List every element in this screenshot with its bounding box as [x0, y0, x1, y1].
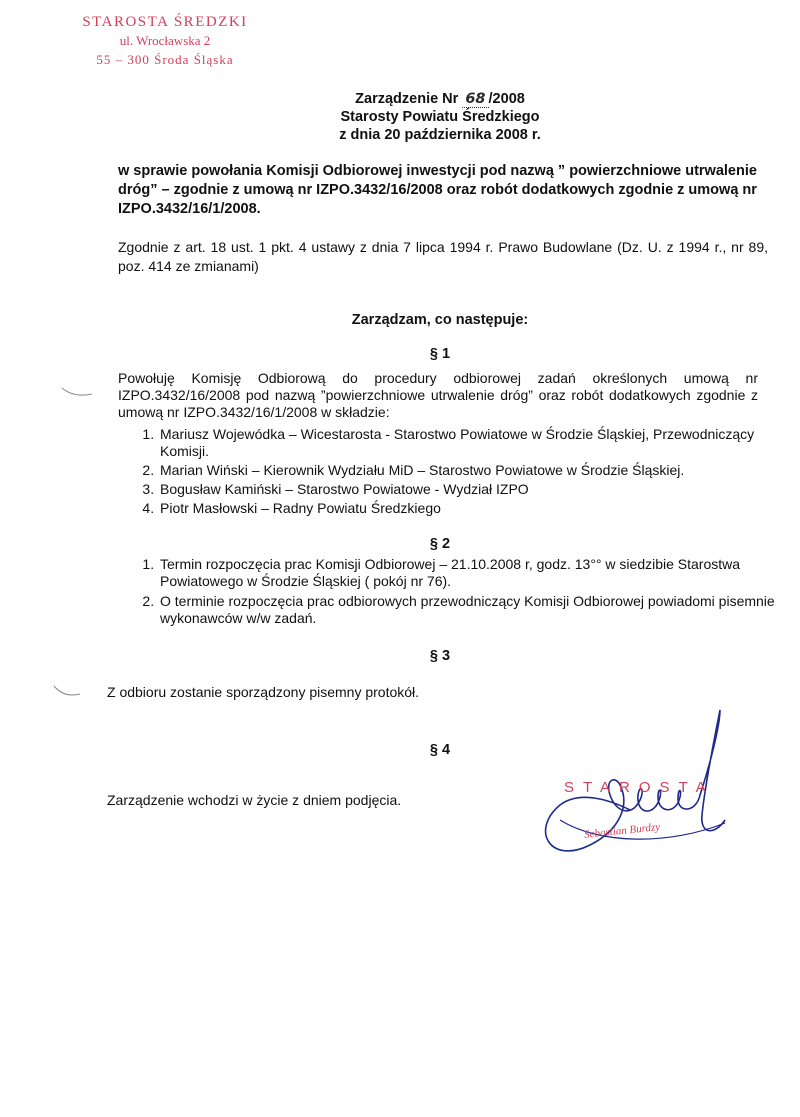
list-item: 1. Termin rozpoczęcia prac Komisji Odbiorowej – 21.10.2008 r, godz. 13°° w siedzibie Starostwa Powiatowego w Środzie Śląskiej ( pokój nr 76). — [158, 556, 788, 590]
section-1-label: § 1 — [429, 346, 451, 362]
list-item: 3. Bogusław Kamiński – Starostwo Powiatowe - Wydział IZPO — [158, 481, 788, 498]
stamp-line-1: STAROSTA ŚREDZKI — [82, 14, 248, 30]
legal-basis: Zgodnie z art. 18 ust. 1 pkt. 4 ustawy z dnia 7 lipca 1994 r. Prawo Budowlane (Dz. U. z 1994 r., nr 89, poz. 414 ze zmianami) — [118, 239, 768, 274]
section-1-text: Powołuję Komisję Odbiorową do procedury odbiorowej zadań określonych umową nr IZPO.3432/16/2008 pod nazwą ”powierzchniowe utrwalenie dróg” oraz robót dodatkowych zgodnie z umową nr IZPO.3432/16/1/2008 w składzie: — [118, 370, 758, 420]
list-item: 2. Marian Wiński – Kierownik Wydziału MiD – Starostwo Powiatowe w Środzie Śląskiej. — [158, 462, 788, 479]
signature-stamp-name: Sebastian Burdzy — [583, 821, 661, 841]
subject-paragraph: w sprawie powołania Komisji Odbiorowej inwestycji pod nazwą ” powierzchniowe utrwalenie dróg” – zgodnie z umową nr IZPO.3432/16/2008 oraz robót dodatkowych zgodnie z umową nr IZPO.3432/16/1/2008. — [118, 163, 757, 217]
signature-stamp-title: STAROSTA — [564, 779, 715, 796]
section-2-list — [132, 556, 788, 630]
committee-members-list — [132, 426, 788, 519]
section-4-label: § 4 — [429, 742, 451, 758]
signature-block — [520, 705, 760, 865]
list-item: 1. Mariusz Wojewódka – Wicestarosta - Starostwo Powiatowe w Środzie Śląskiej, Przewodniczący Komisji. — [158, 426, 788, 460]
date-line: z dnia 20 października 2008 r. — [339, 127, 541, 143]
issuer-stamp — [60, 14, 270, 68]
stamp-line-3: 55 – 300 Środa Śląska — [96, 52, 234, 67]
section-3-text: Z odbioru zostanie sporządzony pisemny protokół. — [107, 684, 420, 700]
list-item: 2. O terminie rozpoczęcia prac odbiorowych przewodniczący Komisji Odbiorowej powiadomi pisemnie wykonawców w/w zadań. — [158, 593, 788, 627]
ordered-heading: Zarządzam, co następuje: — [351, 312, 529, 328]
section-2-label: § 2 — [429, 536, 451, 552]
section-3-label: § 3 — [429, 648, 451, 664]
margin-mark — [60, 386, 94, 400]
document-number: 68 — [462, 91, 488, 108]
document-header — [300, 90, 580, 144]
title-suffix: /2008 — [488, 91, 525, 107]
list-item: 4. Piotr Masłowski – Radny Powiatu Średzkiego — [158, 500, 788, 517]
title-prefix: Zarządzenie Nr — [355, 91, 459, 107]
document-title — [300, 90, 580, 108]
section-4-text: Zarządzenie wchodzi w życie z dniem podjęcia. — [107, 792, 402, 808]
margin-mark — [52, 684, 82, 700]
stamp-line-2: ul. Wrocławska 2 — [119, 33, 211, 48]
issuer-line: Starosty Powiatu Średzkiego — [340, 109, 540, 125]
